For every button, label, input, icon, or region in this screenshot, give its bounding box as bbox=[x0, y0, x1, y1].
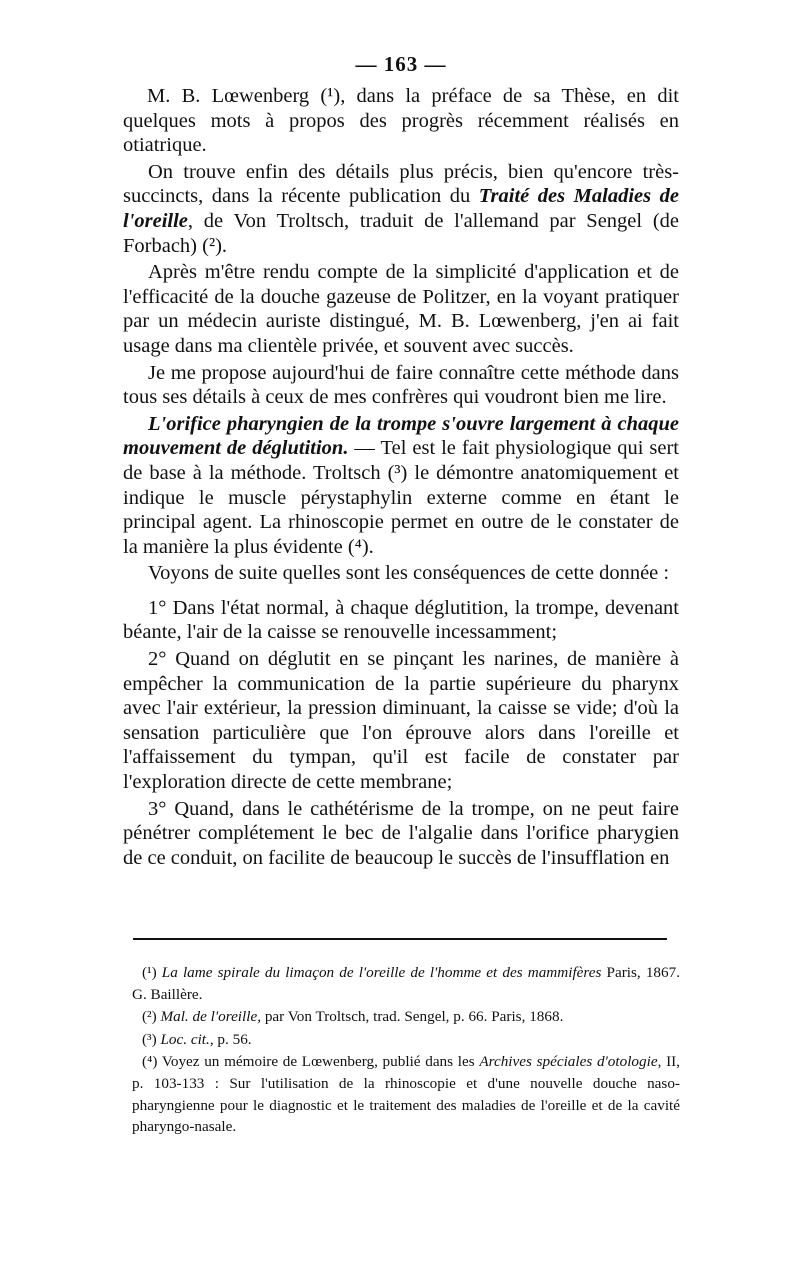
footnote-title: La lame spirale du limaçon de l'oreille de l'homme et des mammifères bbox=[161, 964, 602, 981]
footnotes bbox=[132, 962, 680, 1139]
footnote-marker: (⁴) bbox=[142, 1053, 162, 1071]
footnote-text: par Von Troltsch, trad. Sengel, p. 66. Paris, 1868. bbox=[261, 1008, 564, 1026]
footnote-title: Loc. cit., bbox=[160, 1030, 214, 1048]
footnote-marker: (³) bbox=[142, 1030, 161, 1048]
paragraph-text: On trouve enfin des détails plus précis, bien qu'encore très-succincts, dans la récente publication du bbox=[123, 160, 679, 208]
footnote-text: , II, p. 103-133 : Sur l'utilisation de la rhinoscopie et d'une nouvelle douche naso-pharyngienne pour le diagnostic et le traitement des maladies de l'oreille et de la cavité pharyngo-nasale. bbox=[132, 1053, 680, 1136]
footnote-marker: (²) bbox=[142, 1008, 161, 1026]
emphasized-statement: L'orifice pharyngien de la trompe s'ouvre largement à chaque mouvement de déglutition. bbox=[123, 412, 679, 460]
footnote-divider bbox=[133, 938, 667, 940]
footnote-marker: (¹) bbox=[142, 964, 162, 981]
page-body bbox=[123, 52, 679, 872]
paragraph-douche-gazeuse: Après m'être rendu compte de la simplicité d'application et de l'efficacité de la douche gazeuse de Politzer, en la voyant pratiquer par un médecin auriste distingué, M. B. Lœwenberg, j'en ai fait usage dans ma clientèle privée, et souvent avec succès. bbox=[123, 261, 679, 357]
footnote-title: Archives spéciales d'otologie bbox=[479, 1053, 658, 1071]
footnote-text: Paris, 1867. G. Baillère. bbox=[132, 964, 681, 1003]
footnote-text: Voyez un mémoire de Lœwenberg, publié dans les bbox=[161, 1053, 480, 1071]
footnote-4 bbox=[132, 1051, 680, 1137]
footnote-3 bbox=[132, 1029, 680, 1051]
footnote-text: p. 56. bbox=[213, 1030, 252, 1048]
paragraph-traite-maladies bbox=[123, 160, 679, 258]
paragraph-text: , de Von Troltsch, traduit de l'allemand par Sengel (de Forbach) (²). bbox=[123, 209, 679, 257]
list-item-2: 2° Quand on déglutit en se pinçant les narines, de manière à empêcher la communication de la partie supérieure du pharynx avec l'air extérieur, la pression diminuant, la caisse se vide; d'où la sensation particulière que l'on éprouve alors dans l'oreille et l'affaissement du tympan, qu'il est facile de constater par l'exploration directe de cette membrane; bbox=[123, 648, 679, 794]
paragraph-methode: Je me propose aujourd'hui de faire connaître cette méthode dans tous ses détails à ceux de mes confrères qui voudront bien me lire. bbox=[123, 361, 679, 409]
footnote-2 bbox=[132, 1006, 680, 1028]
book-title: Traité des Maladies de l'oreille bbox=[123, 185, 679, 232]
paragraph-orifice-pharyngien bbox=[123, 412, 679, 560]
list-item-1: 1° Dans l'état normal, à chaque déglutition, la trompe, devenant béante, l'air de la caisse se renouvelle incessamment; bbox=[123, 596, 679, 644]
footnote-title: Mal. de l'oreille, bbox=[160, 1008, 262, 1026]
paragraph-consequences: Voyons de suite quelles sont les conséquences de cette donnée : bbox=[148, 562, 670, 585]
footnote-1 bbox=[132, 962, 680, 1005]
list-item-3: 3° Quand, dans le cathétérisme de la trompe, on ne peut faire pénétrer complétement le bec de l'algalie dans l'orifice pharygien de ce conduit, on facilite de beaucoup le succès de l'insufflation en bbox=[123, 797, 679, 869]
page-number: — 163 — bbox=[355, 52, 447, 76]
paragraph-loewenberg-these: M. B. Lœwenberg (¹), dans la préface de sa Thèse, en dit quelques mots à propos des progrès récemment réalisés en otiatrique. bbox=[123, 85, 679, 157]
paragraph-text: — Tel est le fait physiologique qui sert de base à la méthode. Troltsch (³) le démontre anatomiquement et indique le muscle pérystaphylin externe comme en étant le principal agent. La rhinoscopie permet en outre de le constater de la manière la plus évidente (⁴). bbox=[123, 437, 679, 558]
